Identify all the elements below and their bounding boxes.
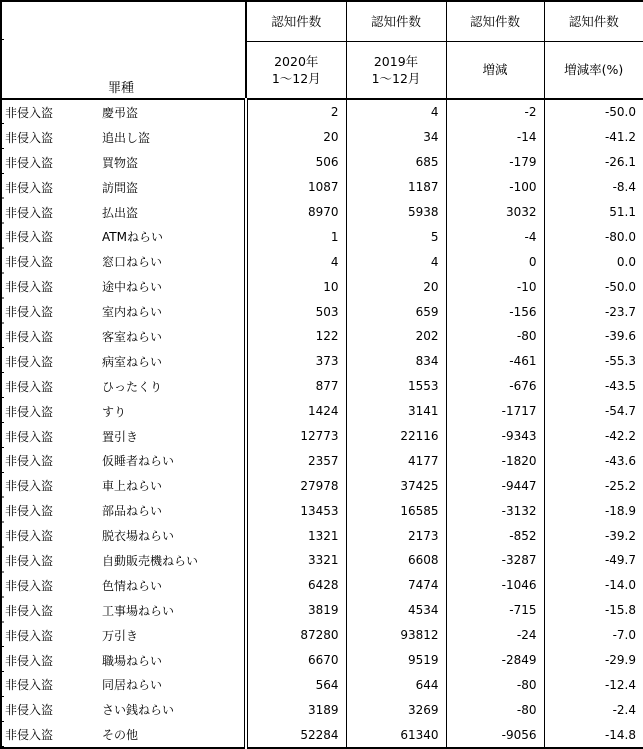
crime-label-cell	[1, 623, 246, 648]
category-label: 非侵入盗	[5, 205, 54, 220]
crime-name-label: 客室ねらい	[102, 329, 163, 344]
cell-change: -80	[446, 697, 544, 722]
cell-change: -14	[446, 125, 544, 150]
crime-name-label: その他	[102, 728, 139, 743]
table-row	[1, 399, 643, 424]
crime-name-label: さい銭ねらい	[102, 703, 175, 718]
cell-count-2019: 20	[346, 274, 446, 299]
crime-name-label: 仮睡者ねらい	[102, 454, 175, 469]
cell-change: 0	[446, 249, 544, 274]
table-row	[1, 448, 643, 473]
cell-rate: -80.0	[544, 224, 643, 249]
table-row	[1, 374, 643, 399]
category-label: 非侵入盗	[5, 155, 54, 170]
cell-count-2019: 3269	[346, 697, 446, 722]
crime-label-cell	[1, 424, 246, 449]
cell-rate: 51.1	[544, 200, 643, 225]
cell-rate: -54.7	[544, 399, 643, 424]
category-label: 非侵入盗	[5, 678, 54, 693]
crime-label-cell	[1, 374, 246, 399]
crime-name-label: 自動販売機ねらい	[102, 553, 199, 568]
cell-count-2020: 6670	[246, 648, 346, 673]
cell-count-2020: 3819	[246, 598, 346, 623]
cell-rate: -55.3	[544, 349, 643, 374]
table-row	[1, 523, 643, 548]
cell-count-2019: 9519	[346, 648, 446, 673]
category-label: 非侵入盗	[5, 329, 54, 344]
crime-name-label: 部品ねらい	[102, 504, 163, 519]
category-label: 非侵入盗	[5, 305, 54, 320]
cell-count-2019: 4	[346, 249, 446, 274]
table-row	[1, 648, 643, 673]
crime-name-label: 慶弔盗	[102, 105, 139, 120]
category-label: 非侵入盗	[5, 728, 54, 743]
table-row	[1, 722, 643, 748]
cell-count-2020: 52284	[246, 722, 346, 748]
cell-rate: -15.8	[544, 598, 643, 623]
crime-name-label: 脱衣場ねらい	[102, 529, 175, 544]
crime-label-cell	[1, 150, 246, 175]
cell-count-2019: 4534	[346, 598, 446, 623]
cell-change: -2	[446, 99, 544, 125]
subheader-2019-year: 2019年	[373, 53, 419, 69]
cell-change: -24	[446, 623, 544, 648]
crime-name-label: 室内ねらい	[102, 305, 163, 320]
category-label: 非侵入盗	[5, 504, 54, 519]
subheader-2020-months: 1〜12月	[271, 70, 321, 86]
category-label: 非侵入盗	[5, 479, 54, 494]
table-row	[1, 697, 643, 722]
cell-count-2019: 1553	[346, 374, 446, 399]
cell-count-2020: 877	[246, 374, 346, 399]
cell-rate: -29.9	[544, 648, 643, 673]
crime-label-cell	[1, 200, 246, 225]
crime-name-label: 買物盗	[102, 155, 139, 170]
crime-label-cell	[1, 125, 246, 150]
cell-change: -9447	[446, 473, 544, 498]
cell-change: -715	[446, 598, 544, 623]
cell-count-2020: 1321	[246, 523, 346, 548]
table-row	[1, 573, 643, 598]
crime-name-label: 途中ねらい	[102, 280, 163, 295]
cell-change: -156	[446, 299, 544, 324]
cell-count-2019: 834	[346, 349, 446, 374]
cell-count-2019: 4	[346, 99, 446, 125]
cell-count-2020: 12773	[246, 424, 346, 449]
cell-rate: -43.5	[544, 374, 643, 399]
cell-count-2019: 2173	[346, 523, 446, 548]
cell-rate: 0.0	[544, 249, 643, 274]
table-row	[1, 548, 643, 573]
cell-rate: -23.7	[544, 299, 643, 324]
table-row	[1, 623, 643, 648]
table-row	[1, 175, 643, 200]
cell-count-2020: 1424	[246, 399, 346, 424]
cell-count-2019: 93812	[346, 623, 446, 648]
cell-change: -461	[446, 349, 544, 374]
cell-change: -80	[446, 672, 544, 697]
subheader-change	[446, 41, 544, 99]
category-label: 非侵入盗	[5, 529, 54, 544]
category-label: 非侵入盗	[5, 354, 54, 369]
table-body	[1, 99, 643, 748]
crime-label-cell	[1, 722, 246, 748]
category-label: 非侵入盗	[5, 578, 54, 593]
col-header-count-change: 認知件数	[446, 1, 544, 41]
crime-label-cell	[1, 672, 246, 697]
crime-label-cell	[1, 274, 246, 299]
cell-count-2020: 4	[246, 249, 346, 274]
crime-label-cell	[1, 99, 246, 125]
cell-change: -676	[446, 374, 544, 399]
cell-count-2020: 503	[246, 299, 346, 324]
cell-count-2020: 3189	[246, 697, 346, 722]
cell-change: -3287	[446, 548, 544, 573]
cell-rate: -26.1	[544, 150, 643, 175]
cell-rate: -49.7	[544, 548, 643, 573]
cell-change: -3132	[446, 498, 544, 523]
crime-label-cell	[1, 598, 246, 623]
crime-label-cell	[1, 648, 246, 673]
table-row	[1, 598, 643, 623]
crime-label-cell	[1, 299, 246, 324]
category-label: 非侵入盗	[5, 404, 54, 419]
table-header	[1, 1, 643, 99]
crime-label-cell	[1, 175, 246, 200]
cell-count-2020: 10	[246, 274, 346, 299]
cell-count-2019: 202	[346, 324, 446, 349]
crime-label-cell	[1, 349, 246, 374]
category-label: 非侵入盗	[5, 429, 54, 444]
table-row	[1, 224, 643, 249]
cell-count-2019: 644	[346, 672, 446, 697]
cell-rate: -18.9	[544, 498, 643, 523]
category-label: 非侵入盗	[5, 628, 54, 643]
row-label-header-cell	[1, 1, 246, 99]
cell-rate: -8.4	[544, 175, 643, 200]
crime-label-cell	[1, 473, 246, 498]
cell-count-2019: 37425	[346, 473, 446, 498]
header-row-top	[1, 1, 643, 41]
cell-change: -10	[446, 274, 544, 299]
cell-rate: -50.0	[544, 99, 643, 125]
subheader-2020	[246, 41, 346, 99]
crime-name-label: 置引き	[102, 429, 139, 444]
category-label: 非侵入盗	[5, 280, 54, 295]
cell-change: -100	[446, 175, 544, 200]
cell-change: -2849	[446, 648, 544, 673]
crime-name-label: ひったくり	[102, 379, 163, 394]
table-row	[1, 324, 643, 349]
cell-rate: -14.0	[544, 573, 643, 598]
table-row	[1, 349, 643, 374]
cell-rate: -43.6	[544, 448, 643, 473]
crime-name-label: 職場ねらい	[102, 653, 163, 668]
subheader-rate	[544, 41, 643, 99]
cell-change: -9343	[446, 424, 544, 449]
cell-count-2020: 20	[246, 125, 346, 150]
subheader-2019	[346, 41, 446, 99]
crime-label-cell	[1, 573, 246, 598]
cell-count-2020: 2357	[246, 448, 346, 473]
cell-count-2020: 373	[246, 349, 346, 374]
subheader-change-label: 増減	[482, 62, 508, 78]
crime-label-cell	[1, 399, 246, 424]
category-label: 非侵入盗	[5, 553, 54, 568]
cell-change: -1717	[446, 399, 544, 424]
cell-change: -4	[446, 224, 544, 249]
cell-count-2019: 659	[346, 299, 446, 324]
cell-count-2020: 13453	[246, 498, 346, 523]
crime-label-cell	[1, 249, 246, 274]
cell-count-2019: 7474	[346, 573, 446, 598]
cell-count-2020: 1	[246, 224, 346, 249]
cell-change: -179	[446, 150, 544, 175]
row-label: 罪種	[108, 81, 135, 96]
crime-name-label: 車上ねらい	[102, 479, 163, 494]
cell-rate: -39.6	[544, 324, 643, 349]
cell-count-2020: 564	[246, 672, 346, 697]
table-row	[1, 125, 643, 150]
cell-change: -80	[446, 324, 544, 349]
category-label: 非侵入盗	[5, 180, 54, 195]
cell-rate: -14.8	[544, 722, 643, 748]
col-header-count-2020: 認知件数	[246, 1, 346, 41]
crime-label-cell	[1, 448, 246, 473]
cell-count-2019: 1187	[346, 175, 446, 200]
table-row	[1, 424, 643, 449]
cell-count-2019: 4177	[346, 448, 446, 473]
crime-name-label: 色情ねらい	[102, 578, 163, 593]
crime-name-label: ATMねらい	[102, 230, 163, 245]
crime-name-label: 払出盗	[102, 205, 139, 220]
cell-count-2019: 16585	[346, 498, 446, 523]
cell-count-2020: 8970	[246, 200, 346, 225]
category-label: 非侵入盗	[5, 703, 54, 718]
crime-label-cell	[1, 697, 246, 722]
category-label: 非侵入盗	[5, 653, 54, 668]
table-row	[1, 150, 643, 175]
cell-count-2020: 27978	[246, 473, 346, 498]
col-header-count-rate: 認知件数	[544, 1, 643, 41]
cell-count-2019: 22116	[346, 424, 446, 449]
category-label: 非侵入盗	[5, 603, 54, 618]
cell-count-2019: 61340	[346, 722, 446, 748]
category-label: 非侵入盗	[5, 454, 54, 469]
category-label: 非侵入盗	[5, 105, 54, 120]
category-label: 非侵入盗	[5, 130, 54, 145]
table-row	[1, 498, 643, 523]
cell-count-2020: 6428	[246, 573, 346, 598]
crime-label-cell	[1, 548, 246, 573]
subheader-rate-label: 増減率(%)	[564, 62, 624, 78]
cell-count-2019: 6608	[346, 548, 446, 573]
cell-change: -1046	[446, 573, 544, 598]
crime-label-cell	[1, 224, 246, 249]
cell-rate: -7.0	[544, 623, 643, 648]
cell-change: 3032	[446, 200, 544, 225]
cell-count-2020: 1087	[246, 175, 346, 200]
cell-rate: -2.4	[544, 697, 643, 722]
crime-label-cell	[1, 498, 246, 523]
table-row	[1, 99, 643, 125]
crime-name-label: 同居ねらい	[102, 678, 163, 693]
cell-count-2019: 34	[346, 125, 446, 150]
subheader-2020-year: 2020年	[274, 53, 319, 69]
table-row	[1, 473, 643, 498]
crime-name-label: 万引き	[102, 628, 139, 643]
table-row	[1, 299, 643, 324]
cell-count-2019: 5	[346, 224, 446, 249]
cell-count-2019: 5938	[346, 200, 446, 225]
cell-count-2019: 685	[346, 150, 446, 175]
crime-name-label: 追出し盗	[102, 130, 151, 145]
table-row	[1, 672, 643, 697]
cell-change: -852	[446, 523, 544, 548]
crime-name-label: 工事場ねらい	[102, 603, 175, 618]
col-header-count-2019: 認知件数	[346, 1, 446, 41]
cell-rate: -25.2	[544, 473, 643, 498]
cell-rate: -12.4	[544, 672, 643, 697]
cell-rate: -41.2	[544, 125, 643, 150]
crime-name-label: 訪問盗	[102, 180, 139, 195]
cell-rate: -39.2	[544, 523, 643, 548]
crime-name-label: 窓口ねらい	[102, 255, 163, 270]
crime-label-cell	[1, 523, 246, 548]
crime-name-label: 病室ねらい	[102, 354, 163, 369]
cell-rate: -42.2	[544, 424, 643, 449]
cell-rate: -50.0	[544, 274, 643, 299]
table-row	[1, 200, 643, 225]
subheader-2019-months: 1〜12月	[371, 70, 421, 86]
cell-change: -9056	[446, 722, 544, 748]
cell-count-2020: 2	[246, 99, 346, 125]
category-label: 非侵入盗	[5, 379, 54, 394]
cell-count-2020: 122	[246, 324, 346, 349]
cell-change: -1820	[446, 448, 544, 473]
cell-count-2020: 87280	[246, 623, 346, 648]
table-row	[1, 274, 643, 299]
crime-label-cell	[1, 324, 246, 349]
crime-name-label: すり	[102, 404, 127, 419]
table-row	[1, 249, 643, 274]
category-label: 非侵入盗	[5, 255, 54, 270]
category-label: 非侵入盗	[5, 230, 54, 245]
cell-count-2019: 3141	[346, 399, 446, 424]
cell-count-2020: 506	[246, 150, 346, 175]
cell-count-2020: 3321	[246, 548, 346, 573]
